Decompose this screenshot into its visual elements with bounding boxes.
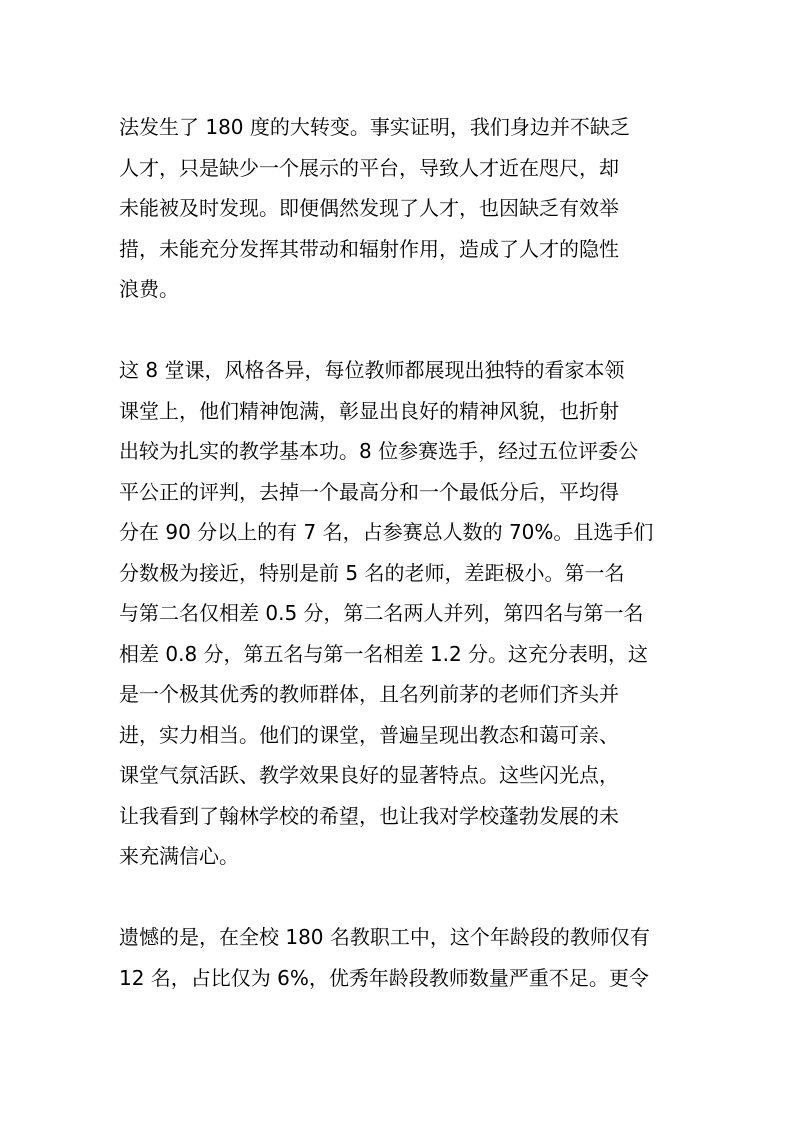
text-line: 人才，只是缺少一个展示的平台，导致人才近在咫尺，却: [119, 155, 619, 180]
text-line: 遗憾的是，在全校 180 名教职工中，这个年龄段的教师仅有: [119, 925, 650, 949]
text-line: 分在 90 分以上的有 7 名，占参赛总人数的 70%。且选手们: [119, 520, 654, 544]
text-line: 浪费。: [119, 277, 179, 301]
text-line: 课堂气氛活跃、教学效果良好的显著特点。这些闪光点，: [119, 763, 619, 787]
text-line: 课堂上，他们精神饱满，彰显出良好的精神风貌，也折射: [119, 398, 619, 423]
text-line: 相差 0.8 分，第五名与第一名相差 1.2 分。这充分表明，这: [119, 641, 649, 666]
text-line: 措，未能充分发挥其带动和辐射作用，造成了人才的隐性: [119, 236, 619, 261]
paragraph-2: [119, 350, 675, 877]
text-line: 来充满信心。: [119, 844, 239, 868]
text-line: 与第二名仅相差 0.5 分，第二名两人并列，第四名与第一名: [119, 601, 644, 625]
text-line: 平公正的评判，去掉一个最高分和一个最低分后，平均得: [119, 479, 619, 504]
text-line: 进，实力相当。他们的课堂，普遍呈现出教态和蔼可亲、: [119, 722, 619, 747]
paragraph-3: [119, 917, 675, 998]
text-line: 分数极为接近，特别是前 5 名的老师，差距极小。第一名: [119, 560, 625, 585]
text-line: 12 名，占比仅为 6%，优秀年龄段教师数量严重不足。更令: [119, 965, 649, 990]
text-line: 未能被及时发现。即便偶然发现了人才，也因缺乏有效举: [119, 196, 619, 220]
text-line: 这 8 堂课，风格各异，每位教师都展现出独特的看家本领: [119, 358, 625, 382]
paragraph-1: [119, 107, 675, 310]
text-line: 法发生了 180 度的大转变。事实证明，我们身边并不缺乏: [119, 115, 630, 139]
text-line: 出较为扎实的教学基本功。8 位参赛选手，经过五位评委公: [119, 439, 639, 463]
text-line: 让我看到了翰林学校的希望，也让我对学校蓬勃发展的未: [119, 803, 619, 828]
document-body: [119, 107, 675, 1039]
text-line: 是一个极其优秀的教师群体，且名列前茅的老师们齐头并: [119, 682, 619, 706]
